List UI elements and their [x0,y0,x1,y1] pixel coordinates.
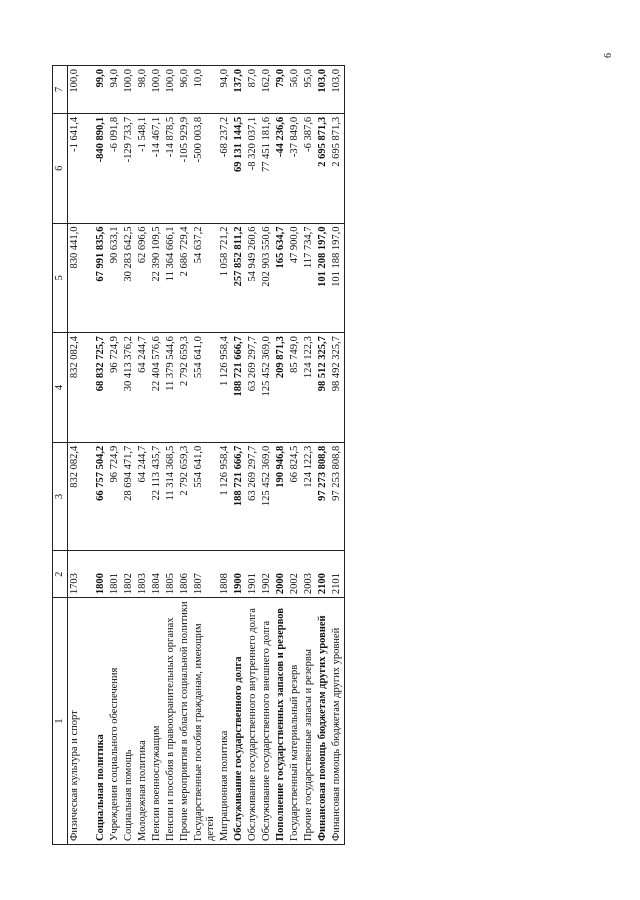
row-percent-cell: 10,0 [192,66,218,114]
row-actual-cell: 47 900,0 [288,223,302,333]
row-deviation-cell: -6 387,6 [302,113,316,223]
row-approved-cell: 832 082,4 [68,442,83,551]
row-code-cell: 1804 [150,551,164,598]
row-approved-cell: 2 792 659,3 [178,442,192,551]
row-plan-cell: 554 641,0 [192,333,218,443]
header-col-1: 1 [53,598,68,845]
table-body [68,66,345,845]
row-code-cell: 2101 [330,551,345,598]
row-approved-cell: 63 269 297,7 [246,442,260,551]
row-name-cell: Обслуживание государственного долга [232,598,246,845]
row-actual-cell: 30 283 642,5 [122,223,136,333]
row-percent-cell: 94,0 [218,66,232,114]
row-deviation-cell: -105 929,9 [178,113,192,223]
row-actual-cell: 62 696,6 [136,223,150,333]
table-row [218,66,232,845]
row-percent-cell: 103,0 [316,66,330,114]
header-col-3: 3 [53,442,68,551]
row-name-cell: Финансовая помощь бюджетам других уровней [330,598,345,845]
row-plan-cell: 68 832 725,7 [94,333,108,443]
table-row [94,66,108,845]
row-name-cell [82,598,94,845]
row-percent-cell: 98,0 [136,66,150,114]
row-code-cell: 2002 [288,551,302,598]
row-approved-cell: 96 724,9 [108,442,122,551]
row-actual-cell: 22 390 109,5 [150,223,164,333]
row-plan-cell: 30 413 376,2 [122,333,136,443]
row-approved-cell: 190 946,8 [274,442,288,551]
row-plan-cell: 98 492 325,7 [330,333,345,443]
row-deviation-cell: -840 890,1 [94,113,108,223]
row-percent-cell: 99,0 [94,66,108,114]
row-deviation-cell: -129 733,7 [122,113,136,223]
row-approved-cell: 28 694 471,7 [122,442,136,551]
row-code-cell: 1802 [122,551,136,598]
row-name-cell: Молодежная политика [136,598,150,845]
table-row [150,66,164,845]
row-actual-cell: 202 903 550,6 [260,223,274,333]
row-actual-cell: 11 364 666,1 [164,223,178,333]
row-deviation-cell: -14 467,1 [150,113,164,223]
row-code-cell: 1900 [232,551,246,598]
row-code-cell: 1806 [178,551,192,598]
table-row [288,66,302,845]
row-percent-cell: 56,0 [288,66,302,114]
row-approved-cell: 66 757 504,2 [94,442,108,551]
table-header-row [53,66,68,845]
row-approved-cell: 64 244,7 [136,442,150,551]
table-row [192,66,218,845]
table-row [246,66,260,845]
row-deviation-cell: -8 320 037,1 [246,113,260,223]
row-code-cell: 2100 [316,551,330,598]
row-approved-cell [82,442,94,551]
row-deviation-cell: -1 641,4 [68,113,83,223]
row-code-cell: 1902 [260,551,274,598]
budget-table [52,65,345,845]
row-actual-cell: 101 208 197,0 [316,223,330,333]
row-approved-cell: 97 253 808,8 [330,442,345,551]
row-deviation-cell: -44 236,6 [274,113,288,223]
row-code-cell: 1800 [94,551,108,598]
row-plan-cell: 188 721 666,7 [232,333,246,443]
row-actual-cell: 1 058 721,2 [218,223,232,333]
row-percent-cell: 95,0 [302,66,316,114]
table-row [178,66,192,845]
row-name-cell: Учреждения социального обеспечения [108,598,122,845]
table-row [330,66,345,845]
row-actual-cell: 165 634,7 [274,223,288,333]
row-actual-cell: 2 686 729,4 [178,223,192,333]
row-code-cell: 2000 [274,551,288,598]
row-actual-cell: 90 633,1 [108,223,122,333]
table-row [82,66,94,845]
row-plan-cell [82,333,94,443]
header-col-2: 2 [53,551,68,598]
row-approved-cell: 1 126 958,4 [218,442,232,551]
rotated-table-container [52,65,577,845]
row-code-cell: 1805 [164,551,178,598]
row-deviation-cell [82,113,94,223]
row-deviation-cell: 2 695 871,3 [330,113,345,223]
row-code-cell: 1801 [108,551,122,598]
row-percent-cell: 162,0 [260,66,274,114]
row-plan-cell: 125 452 369,0 [260,333,274,443]
row-percent-cell: 79,0 [274,66,288,114]
row-plan-cell: 11 379 544,6 [164,333,178,443]
row-approved-cell: 22 113 435,7 [150,442,164,551]
row-actual-cell: 117 734,7 [302,223,316,333]
row-plan-cell: 64 244,7 [136,333,150,443]
row-deviation-cell: 69 131 144,5 [232,113,246,223]
row-deviation-cell: -1 548,1 [136,113,150,223]
row-approved-cell: 97 273 808,8 [316,442,330,551]
row-name-cell: Финансовая помощь бюджетам других уровней [316,598,330,845]
row-name-cell: Прочие государственные запасы и резервы [302,598,316,845]
row-actual-cell: 257 852 811,2 [232,223,246,333]
row-approved-cell: 11 314 368,5 [164,442,178,551]
header-col-6: 6 [53,113,68,223]
row-deviation-cell: 77 451 181,6 [260,113,274,223]
row-code-cell [82,551,94,598]
table-row [302,66,316,845]
row-deviation-cell: -500 003,8 [192,113,218,223]
row-actual-cell: 101 188 197,0 [330,223,345,333]
row-code-cell: 2003 [302,551,316,598]
row-percent-cell: 87,0 [246,66,260,114]
header-col-5: 5 [53,223,68,333]
row-actual-cell [82,223,94,333]
row-name-cell: Государственные пособия гражданам, имеющим детей [192,598,218,845]
row-name-cell: Миграционная политика [218,598,232,845]
row-plan-cell: 1 126 958,4 [218,333,232,443]
row-deviation-cell: 2 695 871,3 [316,113,330,223]
table-row [136,66,150,845]
row-plan-cell: 85 749,0 [288,333,302,443]
row-code-cell: 1808 [218,551,232,598]
row-approved-cell: 124 122,3 [302,442,316,551]
row-approved-cell: 188 721 666,7 [232,442,246,551]
row-percent-cell: 100,0 [150,66,164,114]
row-plan-cell: 209 871,3 [274,333,288,443]
table-row [68,66,83,845]
table-row [260,66,274,845]
row-actual-cell: 67 991 835,6 [94,223,108,333]
row-approved-cell: 554 641,0 [192,442,218,551]
row-plan-cell: 124 122,3 [302,333,316,443]
row-name-cell: Государственный материальный резерв [288,598,302,845]
row-percent-cell: 94,0 [108,66,122,114]
row-plan-cell: 22 404 576,6 [150,333,164,443]
row-plan-cell: 832 082,4 [68,333,83,443]
table-row [108,66,122,845]
row-name-cell: Обслуживание государственного внутреннего долга [246,598,260,845]
table-row [316,66,330,845]
table-row [274,66,288,845]
row-name-cell: Физическая культура и спорт [68,598,83,845]
row-name-cell: Прочие мероприятия в области социальной политики [178,598,192,845]
row-percent-cell: 100,0 [68,66,83,114]
header-col-4: 4 [53,333,68,443]
row-name-cell: Социальная политика [94,598,108,845]
row-deviation-cell: -68 237,2 [218,113,232,223]
table-row [122,66,136,845]
row-code-cell: 1803 [136,551,150,598]
header-col-7: 7 [53,66,68,114]
row-name-cell: Обслуживание государственного внешнего долга [260,598,274,845]
row-actual-cell: 54 949 260,6 [246,223,260,333]
row-percent-cell: 100,0 [164,66,178,114]
row-plan-cell: 98 512 325,7 [316,333,330,443]
row-name-cell: Пополнение государственных запасов и резервов [274,598,288,845]
row-approved-cell: 125 452 369,0 [260,442,274,551]
table-row [164,66,178,845]
row-percent-cell [82,66,94,114]
row-percent-cell: 137,0 [232,66,246,114]
row-name-cell: Пенсии военнослужащим [150,598,164,845]
row-percent-cell: 100,0 [122,66,136,114]
row-name-cell: Пенсии и пособия в правоохранительных органах [164,598,178,845]
row-percent-cell: 96,0 [178,66,192,114]
row-percent-cell: 103,0 [330,66,345,114]
row-plan-cell: 96 724,9 [108,333,122,443]
row-plan-cell: 63 269 297,7 [246,333,260,443]
page-number: 6 [603,53,614,58]
table-row [232,66,246,845]
row-code-cell: 1703 [68,551,83,598]
row-code-cell: 1807 [192,551,218,598]
row-deviation-cell: -6 091,8 [108,113,122,223]
row-plan-cell: 2 792 659,3 [178,333,192,443]
row-code-cell: 1901 [246,551,260,598]
row-deviation-cell: -14 878,5 [164,113,178,223]
row-approved-cell: 66 824,5 [288,442,302,551]
row-actual-cell: 830 441,0 [68,223,83,333]
row-actual-cell: 54 637,2 [192,223,218,333]
row-name-cell: Социальная помощь [122,598,136,845]
row-deviation-cell: -37 849,0 [288,113,302,223]
